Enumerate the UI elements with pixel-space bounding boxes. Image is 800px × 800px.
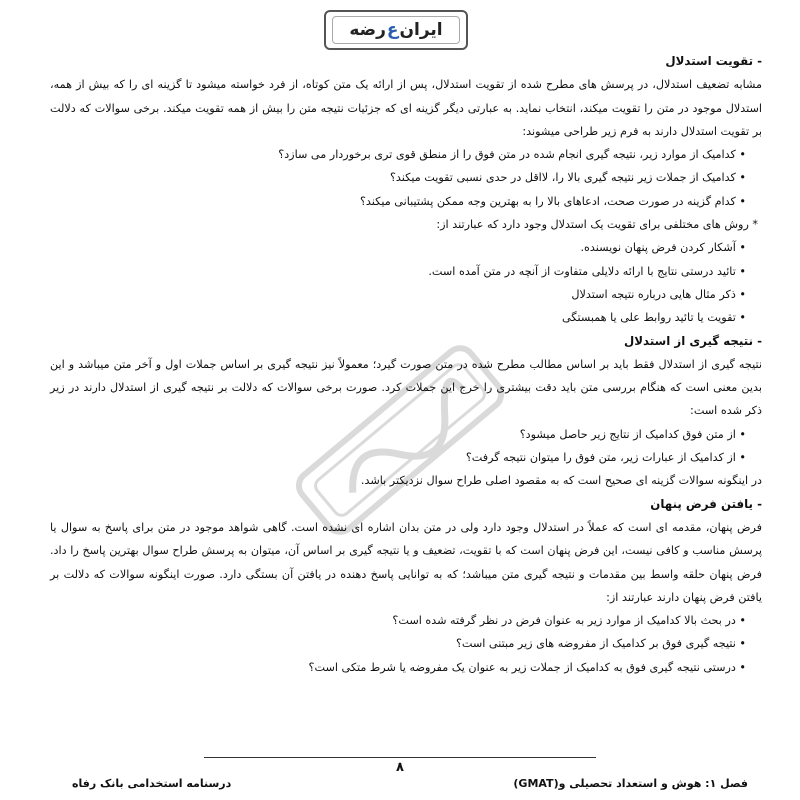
- list-item: • درستی نتیجه گیری فوق به کدامیک از جملات زیر به عنوان یک مفروضه یا شرط متکی است؟: [308, 660, 746, 674]
- section-paragraph: فرض پنهان، مقدمه ای است که عملاً در استدلال وجود دارد ولی در متن بدان اشاره ای نشده است. گاهی شواهد موجود در متن برای پاسخ به سوال یا پرسش مناسب و کافی نیست، این فرض پنهان است که با تقویت، تضعیف و یا نتیجه گیری بر اساس آن، میتوان به پرسش طراح سوال بهترین پاسخ را داد. فرض پنهان حلقه واسط بین مقدمات و نتیجه گیری متن میباشد؛ که به توانایی پاسخ دهنده در یافتن آن بستگی دارد. صورت اینگونه سوالات که دلالت بر یافتن فرض پنهان دارند عبارتند از:: [50, 520, 762, 604]
- list-item: • کدامیک از موارد زیر، نتیجه گیری انجام شده در متن فوق را از منطق قوی تری برخوردار می سازد؟: [278, 148, 746, 162]
- list-item: • کدامیک از جملات زیر نتیجه گیری بالا را، لااقل در حدی نسبی تقویت میکند؟: [389, 171, 746, 185]
- logo-text-right: رضه: [349, 20, 386, 40]
- list-item: • در بحث بالا کدامیک از موارد زیر به عنوان فرض در نظر گرفته شده است؟: [392, 614, 746, 628]
- footer-divider: [204, 757, 596, 758]
- page-number: ۸: [396, 760, 404, 775]
- list-item: • تائید درستی نتایج با ارائه دلایلی متفاوت از آنچه در متن آمده است.: [428, 264, 746, 278]
- logo-text-mid: ع: [386, 20, 399, 40]
- list-item: • کدام گزینه در صورت صحت، ادعاهای بالا را به بهترین وجه ممکن پشتیبانی میکند؟: [359, 194, 746, 208]
- section-closing: در اینگونه سوالات گزینه ای صحیح است که به مقصود اصلی طراح سوال نزدیکتر باشد.: [360, 474, 762, 488]
- main-content: [50, 50, 762, 679]
- list-item: • نتیجه گیری فوق بر کدامیک از مفروضه های زیر مبتنی است؟: [455, 637, 746, 651]
- list-item: • آشکار کردن فرض پنهان نویسنده.: [580, 241, 746, 255]
- list-item: • از کدامیک از عبارات زیر، متن فوق را میتوان نتیجه گرفت؟: [465, 451, 746, 465]
- list-item: • ذکر مثال هایی درباره نتیجه استدلال: [571, 287, 746, 301]
- list-item: • از متن فوق کدامیک از نتایج زیر حاصل میشود؟: [519, 427, 746, 441]
- section-paragraph: مشابه تضعیف استدلال، در پرسش های مطرح شده از تقویت استدلال، پس از ارائه یک متن کوتاه، از فرد خواسته میشود تا گزینه ای را که بیش از همه، استدلال موجود در متن را تقویت میکند، انتخاب نماید. به عبارتی دیگر گزینه ای که جزئیات نتیجه متن را بیش از همه تقویت میکند. برخی سوالات که دلالت بر تقویت استدلال دارند به فرم زیر طراحی میشوند:: [50, 78, 762, 138]
- section-heading-conclusion: - نتیجه گیری از استدلال: [624, 333, 762, 348]
- footer-book-title: درسنامه استخدامی بانک رفاه: [72, 777, 232, 790]
- logo-wordmark: [332, 16, 460, 44]
- logo-text-left: ایران: [399, 20, 443, 40]
- section-heading-strengthen: - تقویت استدلال: [665, 54, 762, 68]
- publisher-logo: [324, 10, 468, 50]
- star-note: * روش های مختلفی برای تقویت یک استدلال وجود دارد که عبارتند از:: [436, 218, 758, 232]
- footer-chapter-title: فصل ۱: هوش و استعداد تحصیلی و(GMAT): [513, 777, 748, 790]
- list-item: • تقویت یا تائید روابط علی یا همبستگی: [561, 311, 746, 325]
- section-heading-assumption: - یافتن فرض پنهان: [650, 496, 762, 511]
- section-paragraph: نتیجه گیری از استدلال فقط باید بر اساس مطالب مطرح شده در متن صورت گیرد؛ معمولاً نیز نتیجه گیری بر اساس جملات اول و آخر متن میباشد و این بدین معنی است که هنگام بررسی متن باید دقت بیشتری را خرج این جملات کرد. صورت برخی سوالات که دلالت بر نتیجه گیری از استدلال دارند در زیر ذکر شده است:: [50, 357, 762, 418]
